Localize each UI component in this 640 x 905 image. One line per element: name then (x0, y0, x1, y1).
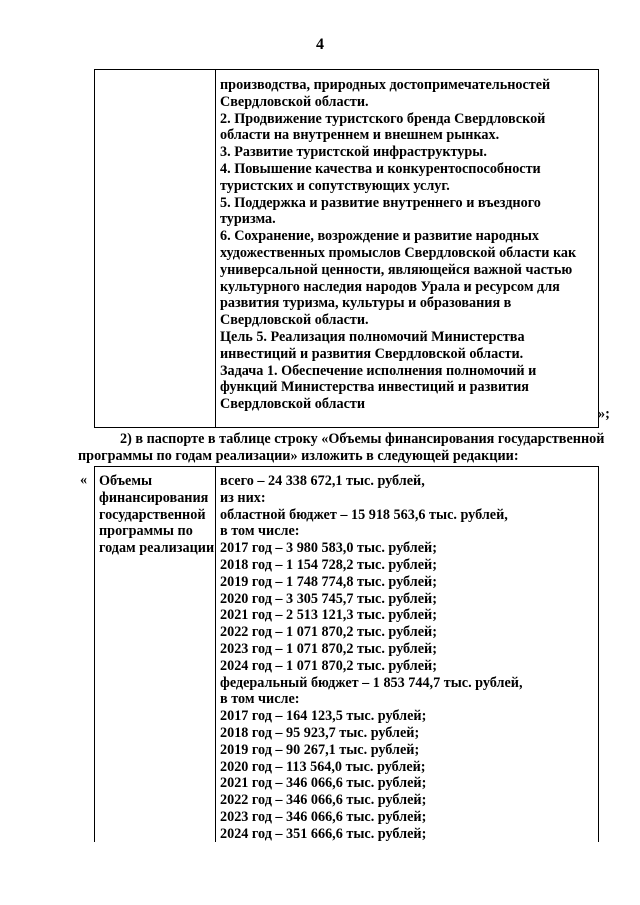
table-line: 2023 год – 346 066,6 тыс. рублей; (220, 808, 427, 825)
goals-table-right-cell (220, 77, 576, 413)
table-line: туристских и сопутствующих услуг. (220, 177, 450, 194)
amendment-paragraph (78, 431, 608, 465)
table-line: 2024 год – 351 666,6 тыс. рублей; (220, 825, 427, 842)
financing-table-left-cell (95, 467, 216, 842)
table-line: 2018 год – 95 923,7 тыс. рублей; (220, 724, 420, 741)
table-line: 2022 год – 346 066,6 тыс. рублей; (220, 792, 427, 809)
table-line: 2022 год – 1 071 870,2 тыс. рублей; (220, 624, 437, 641)
table-line: 2021 год – 2 513 121,3 тыс. рублей; (220, 607, 437, 624)
table-line: Свердловской области. (220, 312, 369, 329)
table-line: инвестиций и развития Свердловской области. (220, 345, 524, 362)
table-line: государственной (99, 506, 206, 523)
table-line: 4. Повышение качества и конкурентоспособности (220, 160, 541, 177)
table-line: 5. Поддержка и развитие внутреннего и въездного (220, 194, 541, 211)
paragraph-line: 2) в паспорте в таблице строку «Объемы финансирования государственной (120, 431, 605, 447)
table-line: всего – 24 338 672,1 тыс. рублей, (220, 473, 425, 489)
page-number: 4 (316, 36, 324, 53)
financing-table (94, 466, 599, 842)
table-line: 2018 год – 1 154 728,2 тыс. рублей; (220, 556, 437, 573)
table-line: 2017 год – 3 980 583,0 тыс. рублей; (220, 540, 437, 557)
table-line: программы по (99, 523, 193, 540)
table-line: 2024 год – 1 071 870,2 тыс. рублей; (220, 657, 437, 674)
table-line: 3. Развитие туристской инфраструктуры. (220, 144, 487, 161)
table-line: 2019 год – 90 267,1 тыс. рублей; (220, 741, 420, 758)
table-line: художественных промыслов Свердловской области как (220, 244, 577, 261)
table-line: Объемы (99, 473, 153, 489)
closing-quote: »; (598, 406, 610, 422)
table-line: развития туризма, культуры и образования в (220, 295, 512, 312)
paragraph-line: программы по годам реализации» изложить в следующей редакции: (78, 448, 519, 464)
table-line: в том числе: (220, 523, 300, 540)
table-line: федеральный бюджет – 1 853 744,7 тыс. рублей, (220, 674, 523, 691)
table-line: производства, природных достопримечательностей (220, 77, 551, 93)
table-line: в том числе: (220, 691, 300, 708)
table-line: 2020 год – 3 305 745,7 тыс. рублей; (220, 590, 437, 607)
table-line: 2023 год – 1 071 870,2 тыс. рублей; (220, 640, 437, 657)
table-line: 2021 год – 346 066,6 тыс. рублей; (220, 775, 427, 792)
table-line: финансирования (99, 489, 209, 506)
table-line: областной бюджет – 15 918 563,6 тыс. рублей, (220, 506, 508, 523)
table-line: Задача 1. Обеспечение исполнения полномочий и (220, 362, 537, 379)
table-line: 6. Сохранение, возрождение и развитие народных (220, 228, 540, 245)
financing-table-right-cell (220, 473, 523, 843)
table-line: 2020 год – 113 564,0 тыс. рублей; (220, 758, 426, 775)
table-line: области на внутреннем и внешнем рынках. (220, 127, 500, 144)
table-line: 2. Продвижение туристского бренда Свердловской (220, 110, 546, 127)
table-line: 2017 год – 164 123,5 тыс. рублей; (220, 708, 427, 725)
table-line: культурного наследия народов Урала и ресурсом для (220, 278, 560, 295)
table-line: Цель 5. Реализация полномочий Министерства (220, 328, 525, 345)
table-line: Свердловской области. (220, 93, 369, 110)
table-line: туризма. (220, 211, 276, 228)
table-line: Свердловской области (220, 396, 366, 413)
table-line: из них: (220, 489, 266, 506)
goals-table-left-cell (95, 70, 216, 427)
goals-table (94, 69, 599, 428)
table-line: годам реализации (99, 540, 215, 557)
opening-quote: « (80, 472, 88, 488)
table-line: универсальной ценности, являющейся важной частью (220, 261, 573, 278)
table-line: функций Министерства инвестиций и развития (220, 379, 529, 396)
table-line: 2019 год – 1 748 774,8 тыс. рублей; (220, 573, 437, 590)
